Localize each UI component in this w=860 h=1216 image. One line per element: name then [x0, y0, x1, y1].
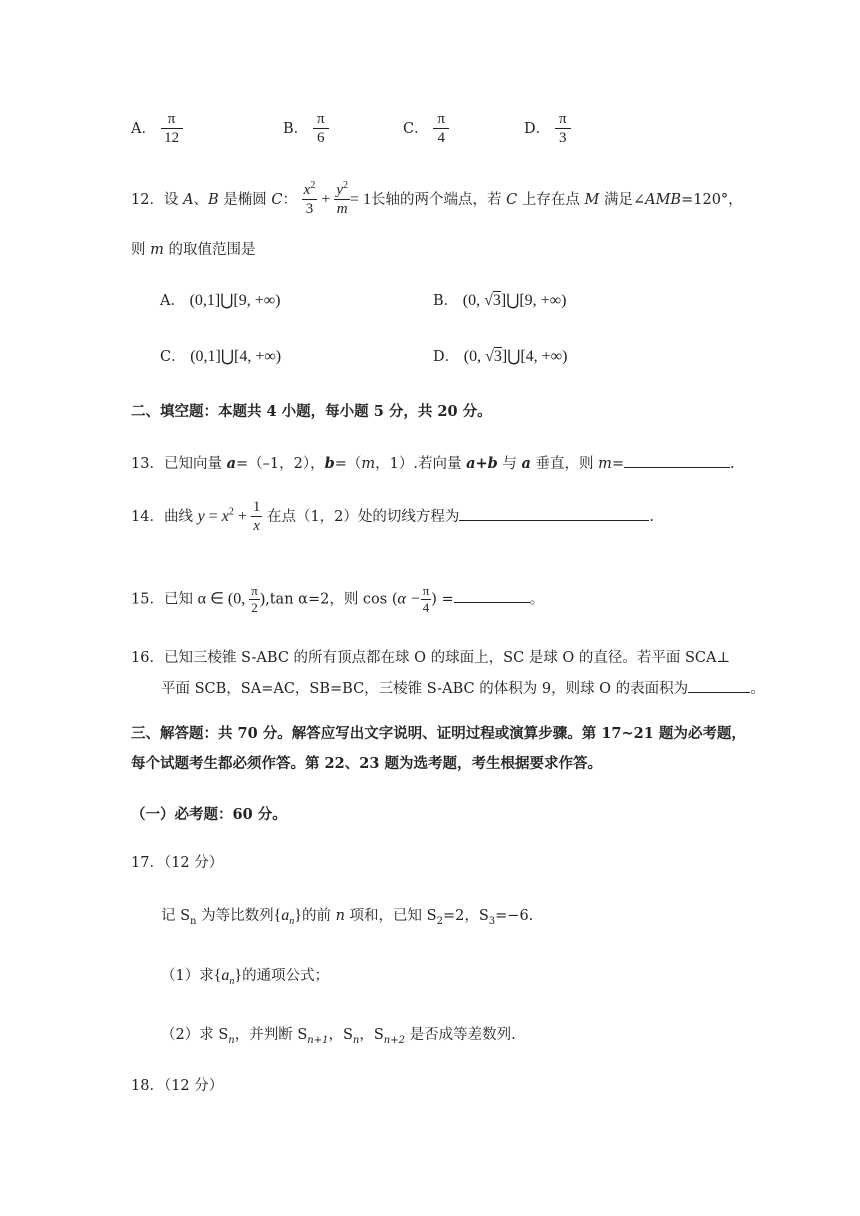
text: 项和，已知 S: [344, 908, 437, 924]
q17-part1: [161, 964, 330, 988]
var-m: M: [584, 191, 600, 208]
text: 满足∠: [599, 191, 646, 208]
question-number: 14．: [131, 508, 164, 525]
denominator: 4: [437, 130, 445, 146]
vector-a: a: [226, 455, 236, 472]
q11-option-a: [131, 110, 183, 148]
text: 。: [750, 681, 765, 697]
fraction: [161, 110, 183, 148]
section-heading-solve-cont: 每个试题考生都必须作答。第 22、23 题为选考题，考生根据要求作答。: [131, 755, 602, 772]
subscript: n+2: [383, 1034, 405, 1046]
text: 则: [131, 242, 151, 258]
answer-blank[interactable]: [454, 588, 530, 603]
text: 设: [163, 191, 184, 208]
text: ，并判断 S: [234, 1027, 308, 1043]
var-c: C: [506, 191, 518, 208]
var-m: m: [150, 242, 164, 258]
section-heading-solve: 三、解答题：共 70 分。解答应写出文字说明、证明过程或演算步骤。第 17~21 题为必考题，: [131, 725, 746, 742]
fraction: [313, 110, 329, 148]
subscript: n: [190, 915, 197, 927]
text: 与: [497, 456, 522, 472]
part-heading-required: （一）必考题：60 分。: [131, 806, 287, 823]
q17-intro: [161, 904, 534, 928]
fraction: $\frac{1}{x}$: [252, 499, 261, 534]
q16-line1: [131, 646, 730, 667]
vector-a: a: [521, 455, 531, 472]
answer-blank[interactable]: [688, 678, 750, 693]
text: ，S: [359, 1027, 384, 1043]
fraction: [433, 110, 449, 148]
ellipse-x-fraction: $\frac{x^2}{3}$: [303, 180, 316, 217]
text: 的前: [301, 908, 336, 924]
text: .: [730, 456, 735, 472]
fraction: [555, 110, 571, 148]
text: 。: [529, 591, 545, 608]
sequence-symbol: $\{a_n\}$: [213, 967, 243, 988]
text: ，1）.若向量: [375, 456, 467, 472]
subscript: n: [352, 1034, 360, 1046]
option-label: D．: [433, 349, 460, 365]
text: 记 S: [161, 908, 191, 924]
text: =120°，: [681, 191, 743, 208]
text: 在点（1，2）处的切线方程为: [266, 508, 460, 525]
denominator: 6: [317, 130, 325, 146]
angle-amb: AMB: [645, 191, 682, 208]
text: 曲线: [163, 508, 198, 525]
vector-b: b: [324, 455, 335, 472]
q12-option-d: D． (0, √3]⋃[4, +∞): [433, 348, 568, 365]
text: ) =: [431, 591, 454, 608]
q13: [131, 452, 735, 473]
text: 的通项公式；: [242, 968, 330, 984]
var-n: n: [335, 908, 345, 924]
text: 上存在点: [517, 191, 585, 208]
var-c: C: [271, 191, 283, 208]
option-value: (0,1]⋃[4, +∞): [190, 348, 282, 365]
text: ,tan α=2，则 cos (: [265, 591, 398, 608]
sqrt-value: 3: [493, 348, 502, 365]
var-b: B: [208, 191, 219, 208]
option-label: D．: [524, 120, 551, 137]
q12-line1: 12．设 A、B 是椭圆 C： $\frac{x^2}{3}$ + $\frac{y^2}{m}$ = 1长轴的两个端点，若 C 上存在点 M 满足∠AMB=120°，: [131, 180, 743, 217]
q11-option-c: [403, 110, 449, 148]
math-text: α −: [397, 590, 421, 608]
q15: [131, 583, 544, 616]
q12-option-c: [160, 345, 281, 366]
text: （1）求: [161, 968, 214, 984]
denominator: 3: [559, 130, 567, 146]
option-value: ]⋃[4, +∞): [501, 348, 568, 365]
q12-line2: [131, 238, 255, 259]
equation-end: = 1: [350, 190, 372, 208]
text: =: [611, 456, 625, 472]
answer-blank[interactable]: [459, 506, 649, 521]
option-value: (0,: [463, 348, 486, 365]
q18-header: 18．（12 分）: [131, 1078, 224, 1094]
option-label: C．: [403, 120, 429, 137]
numerator: π: [313, 110, 329, 129]
var-a: A: [183, 191, 194, 208]
sequence-symbol: $\{a_n\}$: [273, 907, 302, 928]
text: 已知向量: [163, 456, 227, 472]
text: =（–1，2），: [235, 456, 325, 472]
text: （2）求 S: [161, 1027, 229, 1043]
question-number: 13．: [131, 456, 164, 472]
question-number: 16．: [131, 650, 164, 666]
q17-part2: [161, 1023, 516, 1044]
text: 是椭圆: [218, 191, 272, 208]
option-label: A．: [131, 120, 156, 137]
section-heading-fill-in: 二、填空题：本题共 4 小题，每小题 5 分，共 20 分。: [131, 403, 492, 420]
text: 已知三棱锥 S-ABC 的所有顶点都在球 O 的球面上，SC 是球 O 的直径。若平面 SCA⊥: [163, 650, 731, 666]
text: 是否成等差数列: [404, 1027, 512, 1043]
text: 平面 SCB，SA=AC，SB=BC，三棱锥 S-ABC 的体积为 9，则球 O 的表面积为: [161, 681, 689, 697]
option-value: ]⋃[9, +∞): [500, 292, 567, 309]
text: 已知: [163, 591, 198, 608]
option-label: B．: [433, 293, 459, 309]
ellipse-y-fraction: $\frac{y^2}{m}$: [336, 180, 349, 217]
q14: 14．曲线 $y = x^2$ + $\frac{1}{x}$ 在点（1，2）处的切线方程为 .: [131, 499, 655, 534]
sqrt-value: 3: [492, 292, 501, 309]
q11-option-d: [524, 110, 571, 148]
q17-header: 17．（12 分）: [131, 855, 224, 871]
option-label: C．: [160, 349, 186, 365]
subscript: n+1: [307, 1034, 329, 1046]
text: =（: [334, 456, 362, 472]
option-value: (0,1]⋃[9, +∞): [189, 292, 281, 309]
math-text: ): [259, 590, 266, 608]
numerator: π: [555, 110, 571, 129]
q12-option-a: [160, 289, 280, 310]
answer-blank[interactable]: [624, 453, 730, 468]
question-number: 12．: [131, 191, 164, 208]
q16-line2: [161, 677, 765, 698]
option-label: B．: [283, 120, 309, 137]
text: .: [649, 508, 655, 525]
question-number: 15．: [131, 591, 164, 608]
text: ：: [282, 191, 298, 208]
q11-option-b: [283, 110, 329, 148]
vector-sum: a+b: [466, 455, 498, 472]
subscript: 2: [436, 915, 443, 927]
numerator: π: [161, 110, 183, 129]
text: ，S: [328, 1027, 353, 1043]
fraction: $\frac{\pi}{4}$: [422, 583, 430, 615]
numerator: π: [433, 110, 449, 129]
text: 为等比数列: [196, 908, 274, 924]
text: .: [511, 1027, 516, 1043]
text: =2，S: [442, 908, 489, 924]
var-m: m: [361, 456, 376, 472]
text: 、: [193, 191, 209, 208]
text: 长轴的两个端点，若: [371, 191, 507, 208]
subscript: 3: [488, 915, 496, 927]
text: =−6.: [495, 908, 534, 924]
text: 垂直，则: [530, 456, 599, 472]
option-value: (0,: [462, 292, 485, 309]
subscript: n: [228, 1034, 235, 1046]
q12-option-b: B． (0, √3]⋃[9, +∞): [433, 292, 567, 309]
math-text: α ∈ (0,: [197, 590, 250, 608]
text: 的取值范围是: [163, 242, 256, 258]
denominator: 12: [164, 130, 180, 146]
option-label: A．: [160, 293, 185, 309]
var-m: m: [598, 456, 612, 472]
fraction: $\frac{\pi}{2}$: [251, 583, 258, 615]
